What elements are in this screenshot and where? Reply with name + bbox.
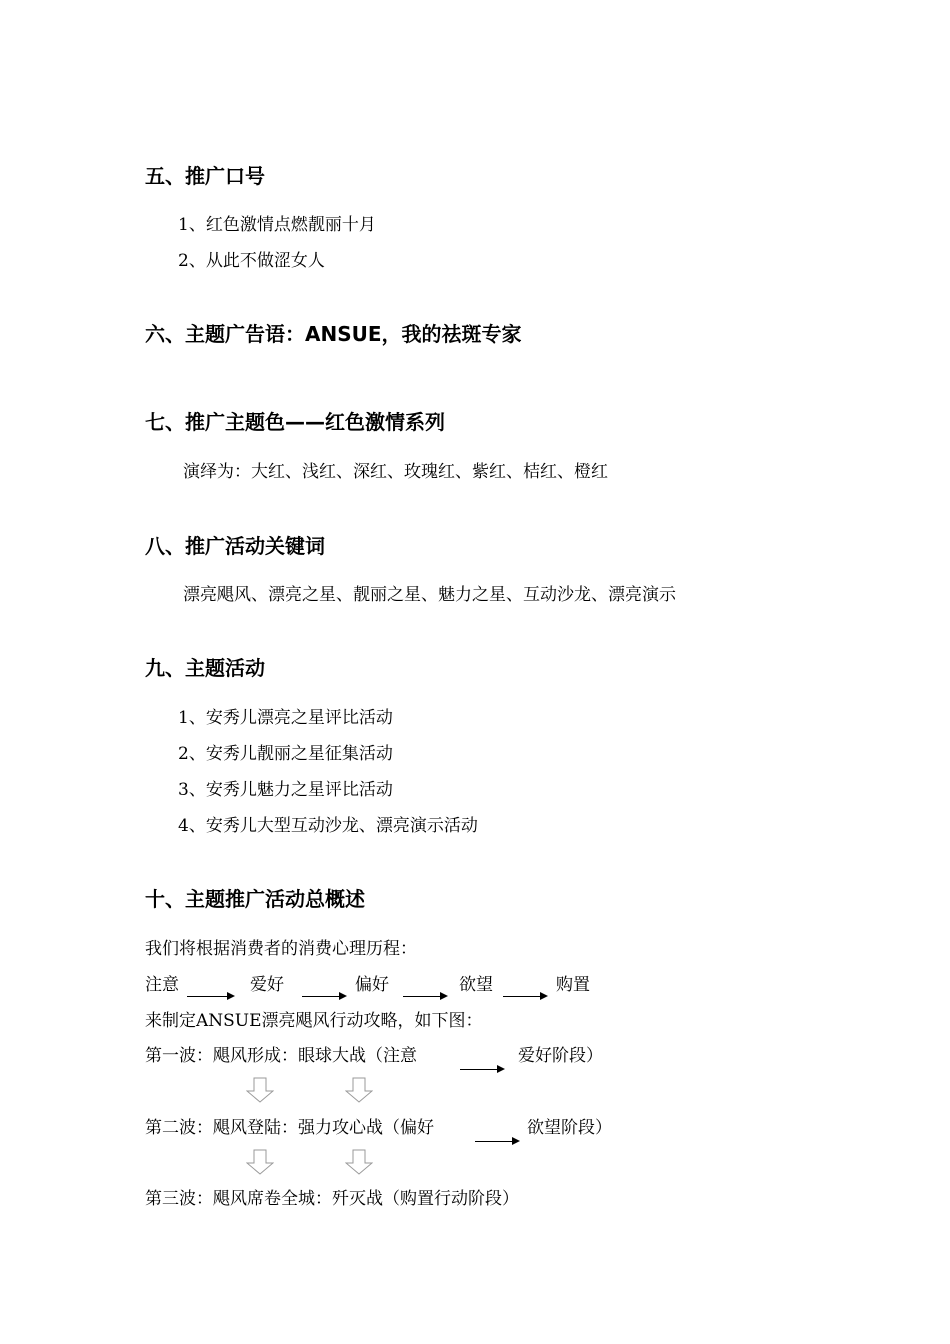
- flow-arrow-1: [187, 987, 235, 1001]
- wave-2-tail: 欲望阶段）: [527, 1118, 612, 1138]
- wave-1-lead: 第一波：飓风形成：眼球大战（注意: [145, 1046, 417, 1066]
- flow-arrow-4: [503, 987, 548, 1001]
- section-9-title: 九、主题活动: [145, 656, 265, 680]
- wave-3-text: 第三波：飓风席卷全城：歼灭战（购置行动阶段）: [145, 1189, 519, 1209]
- stage-interest: 爱好: [250, 975, 284, 995]
- section-8-title: 八、推广活动关键词: [145, 534, 325, 558]
- stage-attention: 注意: [145, 975, 179, 995]
- section-5-title: 五、推广口号: [145, 164, 265, 188]
- s8-body: 漂亮飓风、漂亮之星、靓丽之星、魅力之星、互动沙龙、漂亮演示: [183, 585, 676, 605]
- s7-body: 演绎为：大红、浅红、深红、玫瑰红、紫红、桔红、橙红: [183, 462, 608, 482]
- stage-desire: 欲望: [459, 975, 493, 995]
- s5-item-1: 1、红色激情点燃靓丽十月: [178, 215, 376, 235]
- s10-intro: 我们将根据消费者的消费心理历程：: [145, 939, 417, 959]
- section-10-title: 十、主题推广活动总概述: [145, 887, 365, 911]
- down-arrow-icon: [345, 1149, 373, 1175]
- s9-item-3: 3、安秀儿魅力之星评比活动: [178, 780, 393, 800]
- stage-preference: 偏好: [355, 975, 389, 995]
- stage-purchase: 购置: [556, 975, 590, 995]
- wave-1-arrow: [460, 1060, 505, 1074]
- down-arrow-icon: [345, 1077, 373, 1103]
- down-arrow-icon: [246, 1077, 274, 1103]
- s10-plan: 来制定ANSUE漂亮飓风行动攻略，如下图：: [145, 1011, 483, 1031]
- s5-item-2: 2、从此不做涩女人: [178, 251, 325, 271]
- wave-1-tail: 爱好阶段）: [518, 1046, 603, 1066]
- wave-2-arrow: [475, 1132, 520, 1146]
- wave-2-lead: 第二波：飓风登陆：强力攻心战（偏好: [145, 1118, 434, 1138]
- flow-arrow-2: [302, 987, 347, 1001]
- flow-arrow-3: [403, 987, 448, 1001]
- s9-item-4: 4、安秀儿大型互动沙龙、漂亮演示活动: [178, 816, 478, 836]
- section-7-title: 七、推广主题色——红色激情系列: [145, 410, 445, 434]
- s9-item-1: 1、安秀儿漂亮之星评比活动: [178, 708, 393, 728]
- section-6-title: 六、主题广告语：ANSUE，我的祛斑专家: [145, 322, 522, 346]
- down-arrow-icon: [246, 1149, 274, 1175]
- s9-item-2: 2、安秀儿靓丽之星征集活动: [178, 744, 393, 764]
